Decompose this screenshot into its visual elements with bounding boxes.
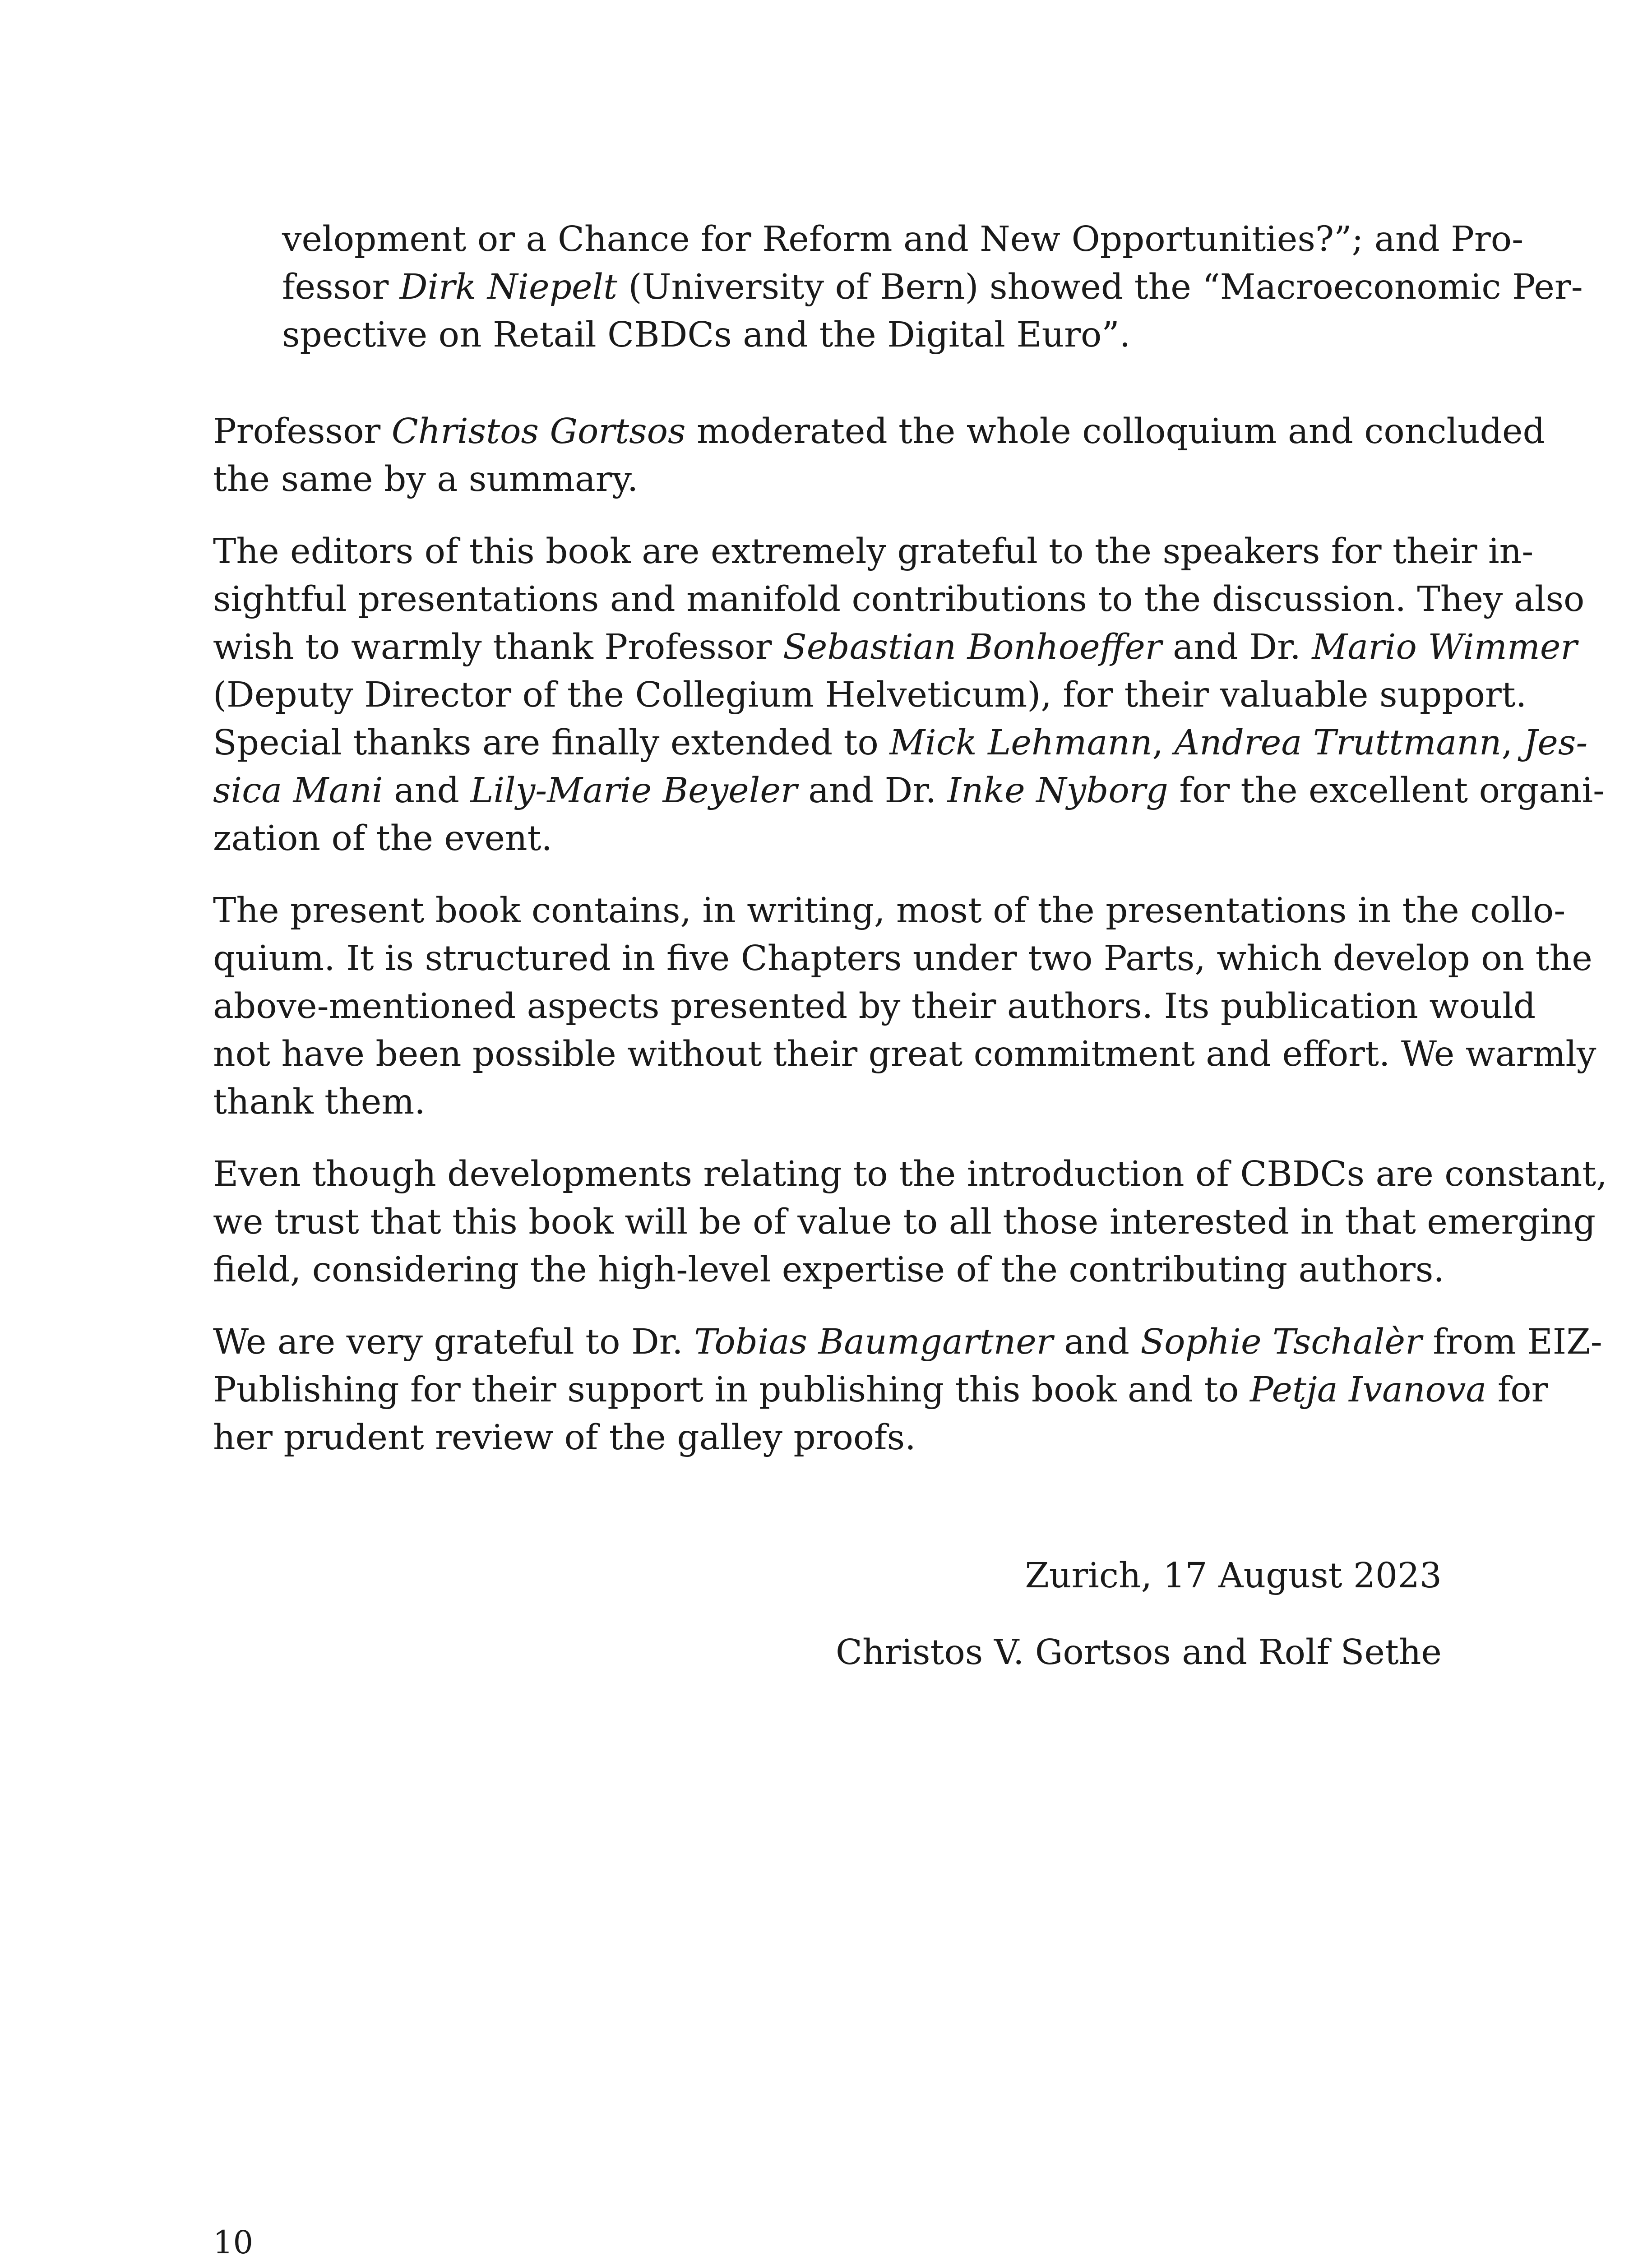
paragraph-line: sightful presentations and manifold contributions to the discussion. They also [213,579,1585,619]
paragraph-line: not have been possible without their great commitment and effort. We warmly [213,1034,1596,1074]
body-text [213,408,1607,1486]
paragraph-line: Professor Christos Gortsos moderated the whole colloquium and concluded [213,411,1545,452]
paragraph-line: her prudent review of the galley proofs. [213,1418,916,1458]
italic-name: Dirk Niepelt [399,267,618,307]
italic-name: Tobias Baumgartner [694,1322,1053,1362]
italic-name: Sebastian Bonhoeffer [783,627,1162,667]
paragraph [213,528,1605,863]
paragraph-line: The editors of this book are extremely grateful to the speakers for their in- [213,532,1534,572]
closing-authors: Christos V. Gortsos and Rolf Sethe [836,1632,1442,1673]
paragraph-line: field, considering the high-level expertise of the contributing authors. [213,1250,1444,1290]
italic-name: sica Mani [213,771,383,811]
paragraph-line: zation of the event. [213,818,553,859]
italic-name: Petja Ivanova [1250,1370,1487,1410]
paragraph [213,1318,1602,1462]
paragraph-line: Special thanks are finally extended to Mick Lehmann, Andrea Truttmann, Jes- [213,723,1588,763]
italic-name: Jes- [1523,723,1588,763]
paragraph-line: above-mentioned aspects presented by their authors. Its publication would [213,986,1536,1026]
paragraph-line: quium. It is structured in five Chapters under two Parts, which develop on the [213,938,1592,979]
paragraph-line: Publishing for their support in publishing this book and to Petja Ivanova for [213,1370,1548,1410]
paragraph-line: wish to warmly thank Professor Sebastian Bonhoeffer and Dr. Mario Wimmer [213,627,1578,667]
intro-continuation-paragraph [282,216,1583,359]
paragraph-line: we trust that this book will be of value to all those interested in that emerging [213,1202,1596,1242]
italic-name: Inke Nyborg [947,771,1168,811]
intro-line: velopment or a Chance for Reform and New Opportunities?”; and Pro- [282,219,1524,259]
paragraph-line: The present book contains, in writing, most of the presentations in the collo- [213,891,1566,931]
intro-line: fessor Dirk Niepelt (University of Bern) showed the “Macroeconomic Per- [282,267,1583,307]
italic-name: Sophie Tschalèr [1140,1322,1422,1362]
paragraph-line: (Deputy Director of the Collegium Helveticum), for their valuable support. [213,675,1527,715]
italic-name: Mick Lehmann [889,723,1152,763]
paragraph-line: We are very grateful to Dr. Tobias Baumgartner and Sophie Tschalèr from EIZ- [213,1322,1602,1362]
italic-name: Lily-Marie Beyeler [470,771,797,811]
paragraph-line: Even though developments relating to the introduction of CBDCs are constant, [213,1154,1607,1194]
page-number: 10 [213,2224,254,2256]
paragraph-line: sica Mani and Lily-Marie Beyeler and Dr. Inke Nyborg for the excellent organi- [213,771,1605,811]
italic-name: Andrea Truttmann [1174,723,1502,763]
paragraph [213,408,1545,504]
intro-line: spective on Retail CBDCs and the Digital Euro”. [282,315,1131,355]
paragraph-line: thank them. [213,1082,426,1122]
paragraph-line: the same by a summary. [213,459,639,499]
italic-name: Christos Gortsos [391,411,686,452]
italic-name: Mario Wimmer [1312,627,1578,667]
closing-place-date: Zurich, 17 August 2023 [1025,1556,1442,1596]
paragraph [213,1151,1607,1294]
paragraph [213,887,1596,1126]
